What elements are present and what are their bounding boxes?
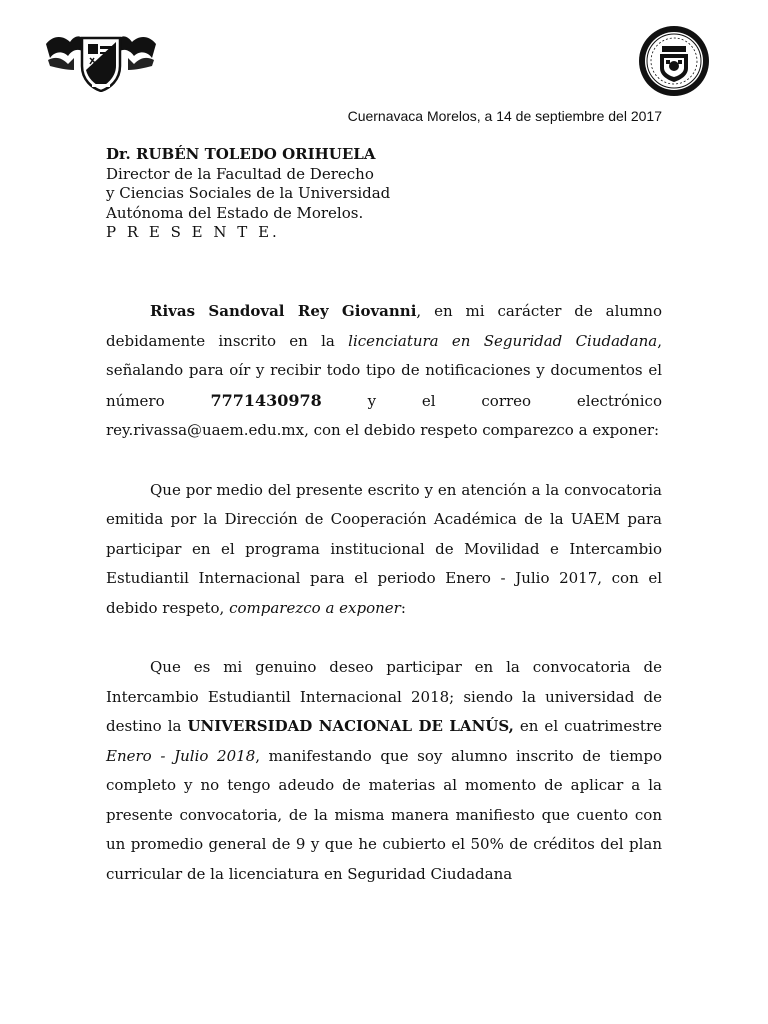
paragraph-3-text-a: Que es mi genuino deseo participar en la convocatoria de Intercambio Estudiantil Internacional 2018; siendo la universidad de destino la <box>106 658 662 735</box>
university-name: UNIVERSIDAD NACIONAL DE LANÚS, <box>187 717 514 735</box>
paragraph-2-text-a: Que por medio del presente escrito y en atención a la convocatoria emitida por la Dirección de Cooperación Académica de la UAEM para participar en el programa institucional de Movilidad e Intercambio Estudiantil Internacional para el periodo Enero - Julio 2017, con el debido respeto, <box>106 480 662 617</box>
paragraph-3-text-c: , manifestando que soy alumno inscrito de tiempo completo y no tengo adeudo de materias al momento de aplicar a la presente convocatoria, de la misma manera manifiesto que cuento con un promedio general de 9 y que he cubierto el 50% de créditos del plan curricular de la licenciatura en Seguridad Ciudadana <box>106 746 662 883</box>
letter-body <box>106 297 662 889</box>
paragraph-1 <box>106 297 662 446</box>
paragraph-2 <box>106 476 662 624</box>
addressee-title-line-1: Director de la Facultad de Derecho <box>106 164 374 183</box>
paragraph-1-text-a: , en mi carácter de alumno debidamente inscrito en la <box>106 302 662 350</box>
addressee-title-line-3: Autónoma del Estado de Morelos. <box>106 203 364 222</box>
paragraph-1-text-b: , señalando para oír y recibir todo tipo de notificaciones y documentos el número <box>106 331 662 410</box>
student-name: Rivas Sandoval Rey Giovanni <box>150 302 417 320</box>
paragraph-3 <box>106 653 662 889</box>
paragraph-3-text-b: en el cuatrimestre <box>513 717 662 735</box>
exchange-period: Enero - Julio 2018 <box>106 746 256 765</box>
career-name: licenciatura en Seguridad Ciudadana <box>348 331 658 350</box>
addressee-title-line-2: y Ciencias Sociales de la Universidad <box>106 184 391 202</box>
crest-logo-icon <box>44 30 158 92</box>
presente-line: P R E S E N T E. <box>106 223 280 241</box>
paragraph-2-text-b: : <box>400 598 406 617</box>
dateline: Cuernavaca Morelos, a 14 de septiembre del 2017 <box>347 108 662 124</box>
addressee-name: Dr. RUBÉN TOLEDO ORIHUELA <box>106 145 376 163</box>
addressee-block <box>106 145 666 243</box>
phone-number: 7771430978 <box>210 390 322 410</box>
paragraph-1-text-c: y el correo electrónico rey.rivassa@uaem.edu.mx, con el debido respeto comparezco a exponer: <box>106 391 662 439</box>
paragraph-2-italic: comparezco a exponer <box>229 598 401 617</box>
faculty-seal-icon <box>636 24 712 98</box>
